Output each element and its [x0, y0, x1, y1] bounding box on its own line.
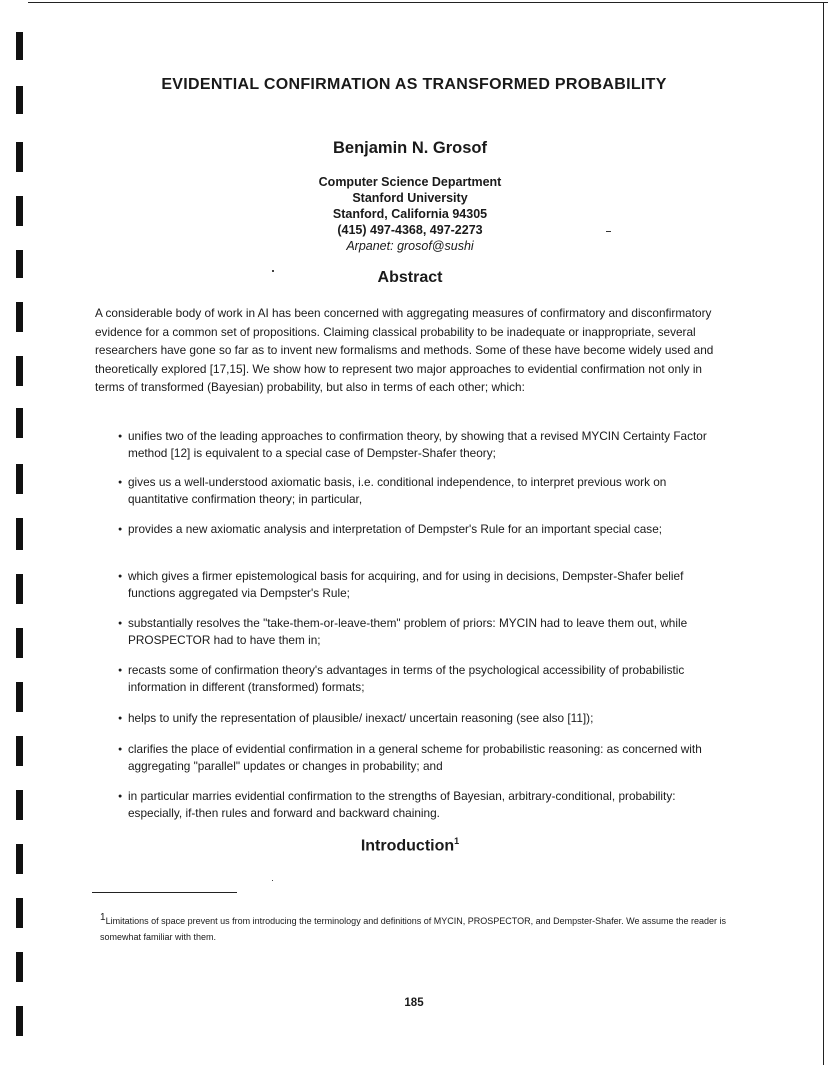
binder-mark: [16, 464, 23, 494]
binder-mark: [16, 250, 23, 278]
email-label: Arpanet:: [346, 239, 394, 253]
binder-marks: [0, 0, 30, 1065]
list-item: ● which gives a firmer epistemological basis for acquiring, and for using in decisions, Dempster-Shafer belief functions aggregated via Dempster's Rule;: [118, 568, 718, 602]
binder-mark: [16, 628, 23, 658]
binder-mark: [16, 898, 23, 928]
binder-mark: [16, 518, 23, 550]
page-border-top: [28, 2, 828, 3]
page-number: 185: [404, 997, 424, 1009]
department: Computer Science Department: [318, 175, 502, 189]
binder-mark: [16, 196, 23, 226]
footnote-number: 1: [100, 912, 106, 923]
binder-mark: [16, 844, 23, 874]
phone-number: (415) 497-4368, 497-2273: [337, 223, 483, 237]
university: Stanford University: [352, 191, 468, 205]
list-item: ● clarifies the place of evidential confirmation in a general scheme for probabilistic reasoning: as concerned with aggregating "parallel" updates or changes in probability; and: [118, 741, 718, 775]
binder-mark: [16, 736, 23, 766]
list-item: ● substantially resolves the "take-them-or-leave-them" problem of priors: MYCIN had to leave them out, while PROSPECTOR had to have them in;: [118, 615, 718, 649]
list-item: ● in particular marries evidential confirmation to the strengths of Bayesian, arbitrary-conditional, probability: especially, if-then rules and forward and backward chaining.: [118, 788, 718, 822]
stray-mark: [606, 231, 611, 232]
binder-mark: [16, 574, 23, 604]
email-address: grosof@sushi: [397, 239, 474, 253]
footnote-text: Limitations of space prevent us from introducing the terminology and definitions of MYCIN, PROSPECTOR, and Dempster-Shafer. We assume the reader is somewhat familiar with them.: [100, 916, 727, 942]
introduction-heading: [260, 836, 560, 855]
footnote-marker: 1: [454, 836, 460, 846]
list-item: ● provides a new axiomatic analysis and interpretation of Dempster's Rule for an important special case;: [118, 521, 718, 538]
list-item: ● gives us a well-understood axiomatic basis, i.e. conditional independence, to interpret previous work on quantitative confirmation theory; in particular,: [118, 474, 718, 508]
list-item: ● unifies two of the leading approaches to confirmation theory, by showing that a revised MYCIN Certainty Factor method [12] is equivalent to a special case of Dempster-Shafer theory;: [118, 428, 718, 462]
binder-mark: [16, 356, 23, 386]
email-line: [260, 238, 560, 254]
list-item: ● helps to unify the representation of plausible/ inexact/ uncertain reasoning (see also [11]);: [118, 710, 718, 727]
city-address: Stanford, California 94305: [332, 207, 488, 221]
binder-mark: [16, 790, 23, 820]
binder-mark: [16, 952, 23, 982]
author-name: Benjamin N. Grosof: [332, 139, 488, 157]
paper-title: EVIDENTIAL CONFIRMATION AS TRANSFORMED PROBABILITY: [161, 76, 667, 93]
binder-mark: [16, 142, 23, 172]
author-affiliation: [260, 174, 560, 254]
stray-mark: [272, 880, 273, 881]
binder-mark: [16, 682, 23, 712]
binder-mark: [16, 32, 23, 60]
binder-mark: [16, 408, 23, 438]
binder-mark: [16, 302, 23, 332]
page-border-right: [823, 2, 824, 1065]
footnote-rule: [92, 892, 237, 893]
list-item: ● recasts some of confirmation theory's advantages in terms of the psychological accessibility of probabilistic information in different (transformed) formats;: [118, 662, 718, 696]
abstract-heading: Abstract: [377, 269, 443, 286]
binder-mark: [16, 1006, 23, 1036]
footnote: [100, 910, 740, 945]
introduction-heading-text: Introduction: [360, 837, 455, 855]
abstract-text: A considerable body of work in AI has been concerned with aggregating measures of confirmatory and disconfirmatory evidence for a common set of propositions. Claiming classical probability to be inadequate or inappropriate, several researchers have gone so far as to invent new formalisms and methods. Some of these have become widely used and theoretically explored [17,15]. We show how to represent two major approaches to evidential confirmation not only in terms of transformed (Bayesian) probability, but also in terms of each other; which:: [95, 306, 714, 395]
